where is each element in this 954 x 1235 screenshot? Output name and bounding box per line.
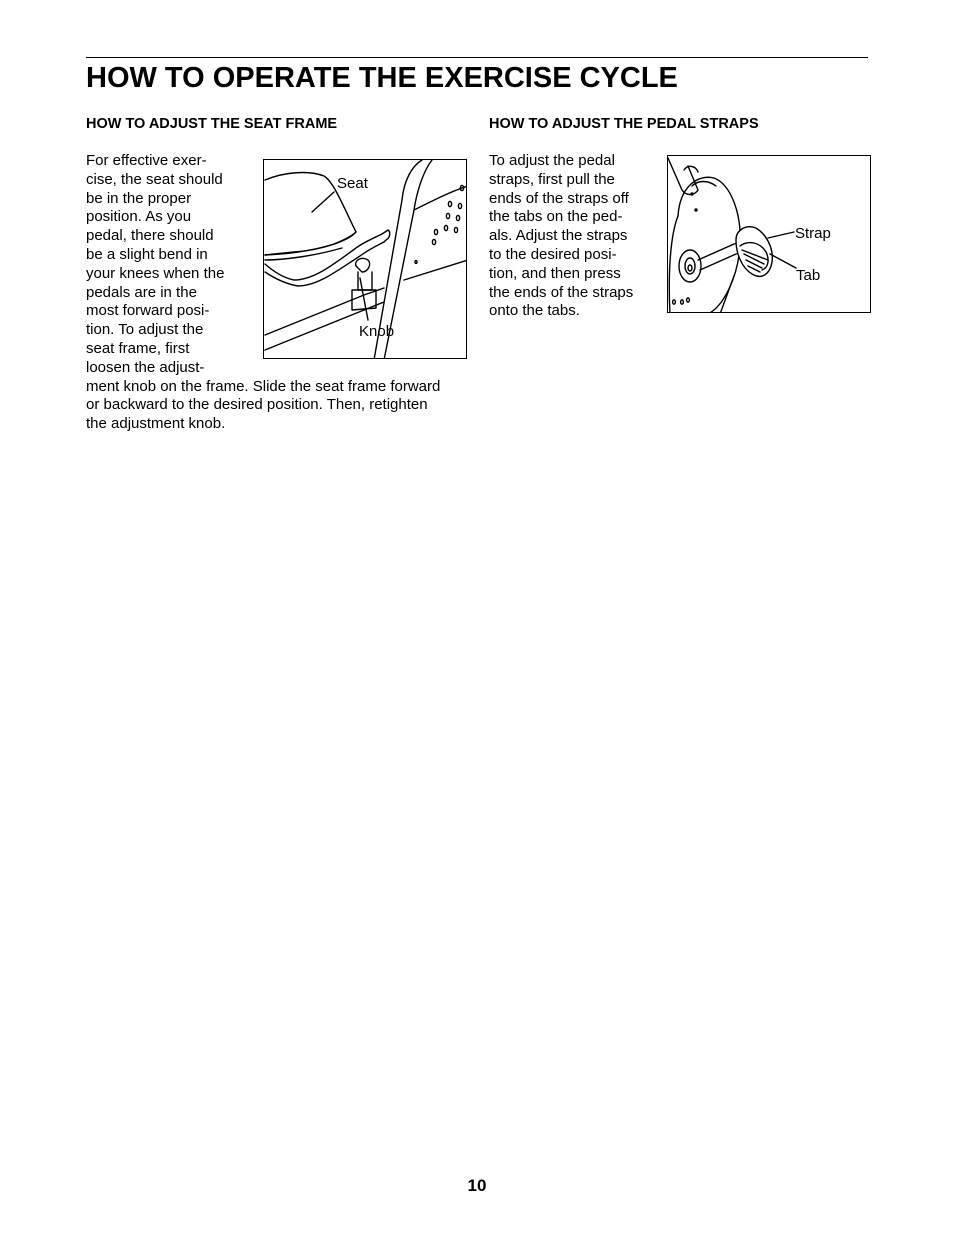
text-line: pedal, there should	[86, 227, 214, 245]
page-title: HOW TO OPERATE THE EXERCISE CYCLE	[86, 62, 678, 94]
text-line: tion. To adjust the	[86, 321, 204, 339]
text-line: als. Adjust the straps	[489, 227, 628, 245]
text-line: pedals are in the	[86, 283, 197, 301]
pedal-section-heading: HOW TO ADJUST THE PEDAL STRAPS	[489, 116, 759, 132]
text-line: be in the proper	[86, 189, 192, 207]
text-line: loosen the adjust-	[86, 358, 205, 376]
text-line: most forward posi-	[86, 302, 210, 320]
text-line: onto the tabs.	[489, 302, 580, 320]
page-number: 10	[467, 1176, 487, 1195]
pedal-strap-figure	[667, 155, 871, 313]
knob-label: Knob	[359, 323, 395, 340]
text-line: straps, first pull the	[489, 170, 615, 188]
header-rule	[86, 57, 868, 58]
text-line: your knees when the	[86, 264, 225, 282]
text-line: to the desired posi-	[489, 245, 617, 263]
text-line: or backward to the desired position. Then, retighten	[86, 396, 428, 414]
pedal-strap-illustration	[668, 156, 871, 313]
text-line: the tabs on the ped-	[489, 208, 623, 226]
text-line: the ends of the straps	[489, 283, 634, 301]
strap-label: Strap	[795, 225, 831, 242]
text-line: the adjustment knob.	[86, 415, 226, 433]
seat-label: Seat	[337, 175, 368, 192]
text-line: For effective exer-	[86, 152, 207, 169]
text-line: ment knob on the frame. Slide the seat frame forward	[86, 377, 441, 395]
text-line: be a slight bend in	[86, 245, 208, 263]
text-line: ends of the straps off	[489, 189, 629, 207]
seat-frame-figure	[263, 159, 467, 359]
text-line: To adjust the pedal	[489, 152, 615, 169]
seat-section-heading: HOW TO ADJUST THE SEAT FRAME	[86, 116, 338, 132]
text-line: tion, and then press	[489, 264, 621, 282]
text-line: seat frame, first	[86, 339, 190, 357]
tab-label: Tab	[796, 267, 821, 284]
text-line: cise, the seat should	[86, 170, 223, 188]
text-line: position. As you	[86, 208, 192, 226]
pedal-section-text	[489, 152, 633, 321]
